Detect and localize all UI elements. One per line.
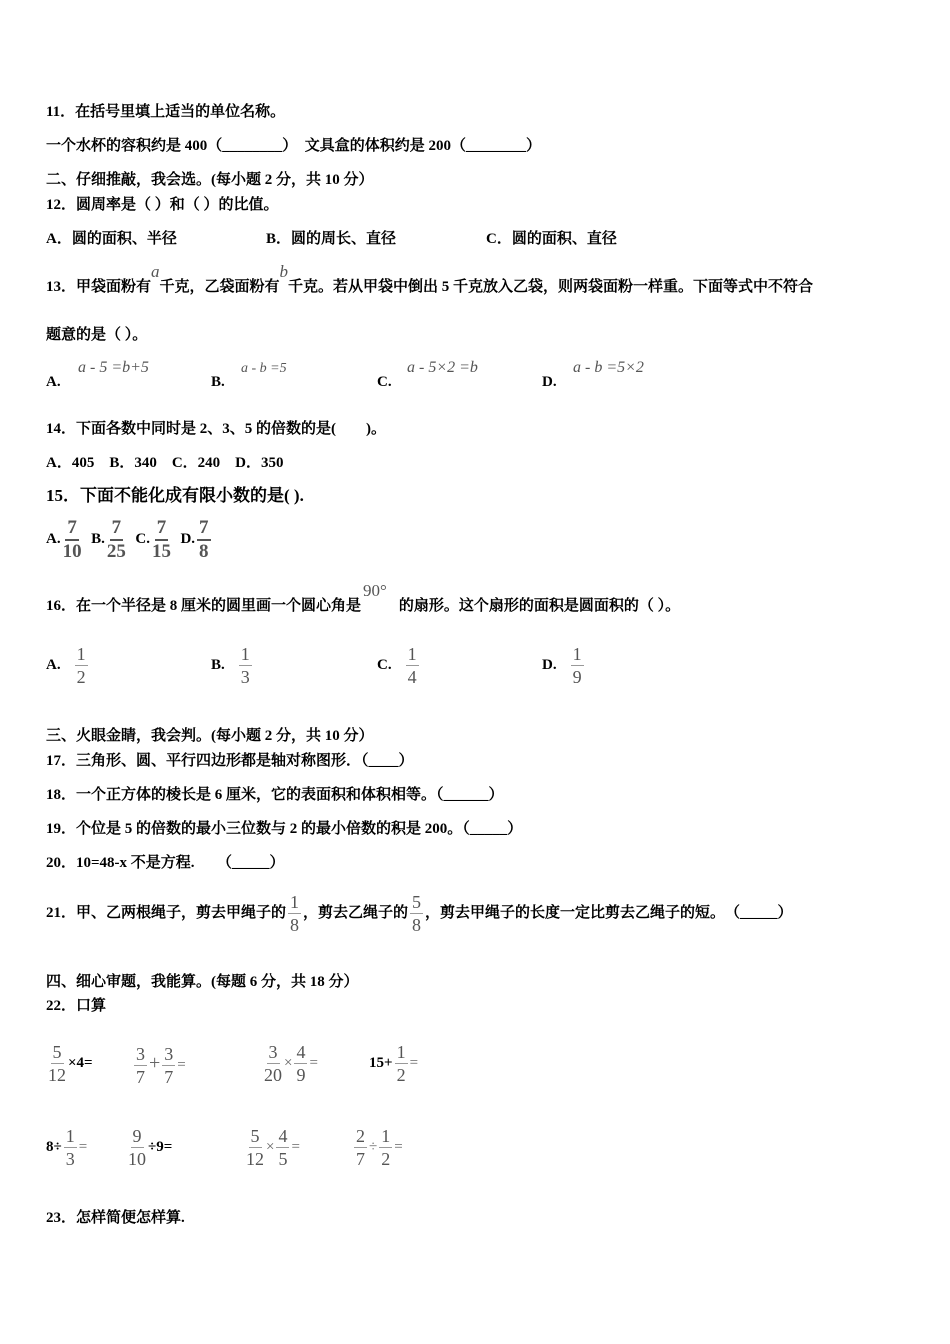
section-2-heading: 二、仔细推敲，我会选。(每小题 2 分，共 10 分）: [46, 172, 374, 188]
q18: 18．一个正方体的棱长是 6 厘米，它的表面积和体积相等。（______）: [46, 787, 504, 803]
angle-90: 90°: [363, 581, 387, 600]
q16-option-b: B. $\frac{1}{3}$: [211, 644, 250, 688]
q11-title: 11．在括号里填上适当的单位名称。: [46, 104, 286, 120]
calc-3: $\frac{3}{20}$ × $\frac{4}{9}$ =: [264, 1042, 318, 1086]
q11-line: 一个水杯的容积约是 400（________） 文具盒的体积约是 200（________）: [46, 138, 542, 154]
q14-title: 14．下面各数中同时是 2、3、5 的倍数的是( )。: [46, 421, 386, 437]
q20: 20．10=48-x 不是方程. （_____）: [46, 855, 285, 871]
q12-option-c: C．圆的面积、直径: [486, 231, 617, 247]
q13-label-a: A.: [46, 374, 61, 390]
calc-7: $\frac{5}{12}$ × $\frac{4}{5}$ =: [246, 1126, 300, 1170]
q22-title: 22．口算: [46, 998, 107, 1014]
q23: 23．怎样简便怎样算.: [46, 1210, 185, 1226]
q15-title: 15．下面不能化成有限小数的是( ).: [46, 486, 304, 505]
q21: 21．甲、乙两根绳子，剪去甲绳子的 $\frac{1}{8}$ ，剪去乙绳子的 $\frac{5}{8}$ ，剪去甲绳子的长度一定比剪去乙绳子的短。 （_____）: [46, 892, 793, 936]
q13-label-b: B.: [211, 374, 225, 390]
q13-label-d: D.: [542, 374, 557, 390]
calc-6: $\frac{9}{10}$ ÷9=: [128, 1126, 173, 1170]
q16-text: 16．在一个半径是 8 厘米的圆里画一个圆心角是90°的扇形。这个扇形的面积是圆面积的（ ）。: [46, 581, 681, 614]
var-a: a: [151, 262, 160, 281]
q16-option-c: C. $\frac{1}{4}$: [377, 644, 417, 688]
q13-part3: 千克。若从甲袋中倒出 5 千克放入乙袋，则两袋面粉一样重。下面等式中不符合: [288, 279, 814, 295]
q15-option-b: B. $\frac{7}{25}$: [91, 516, 126, 562]
section-3-heading: 三、火眼金睛，我会判。(每小题 2 分，共 10 分）: [46, 728, 374, 744]
q13-part1: 13．甲袋面粉有: [46, 279, 152, 295]
calc-4: 15+ $\frac{1}{2}$ =: [369, 1042, 419, 1086]
q12-title: 12．圆周率是（ ）和（ ）的比值。: [46, 197, 279, 213]
q13-expr-c: a - 5×2 =b: [407, 359, 478, 376]
q19: 19．个位是 5 的倍数的最小三位数与 2 的最小倍数的积是 200。（_____）: [46, 821, 523, 837]
calc-2: $\frac{3}{7}$ + $\frac{3}{7}$ =: [136, 1044, 186, 1088]
q13-expr-a: a - 5 =b+5: [78, 359, 149, 376]
q15-option-c: C. $\frac{7}{15}$: [135, 516, 171, 562]
q15-option-d: D. $\frac{7}{8}$: [180, 516, 209, 562]
q14-options: A．405 B．340 C．240 D．350: [46, 455, 284, 471]
calc-1: $\frac{5}{12}$ ×4=: [48, 1042, 93, 1086]
q13-expr-b: a - b =5: [241, 361, 287, 376]
q13-label-c: C.: [377, 374, 392, 390]
q15-option-a: A. $\frac{7}{10}$: [46, 516, 82, 562]
calc-8: $\frac{2}{7}$ ÷ $\frac{1}{2}$ =: [356, 1126, 403, 1170]
q13-line2: 题意的是（ ）。: [46, 327, 148, 343]
q12-option-b: B．圆的周长、直径: [266, 231, 397, 247]
calc-5: 8÷ $\frac{1}{3}$ =: [46, 1126, 88, 1170]
q13-text: [46, 262, 814, 297]
q13-part2: 千克，乙袋面粉有: [159, 279, 280, 295]
section-4-heading: 四、细心审题，我能算。(每题 6 分，共 18 分）: [46, 974, 359, 990]
var-b: b: [279, 262, 289, 281]
q13-expr-d: a - b =5×2: [573, 359, 644, 376]
q17: 17．三角形、圆、平行四边形都是轴对称图形．（____）: [46, 753, 414, 769]
q16-option-a: A. $\frac{1}{2}$: [46, 644, 86, 688]
q15-options: [46, 516, 213, 563]
q16-option-d: D. $\frac{1}{9}$: [542, 644, 582, 688]
q12-option-a: A．圆的面积、半径: [46, 231, 177, 247]
